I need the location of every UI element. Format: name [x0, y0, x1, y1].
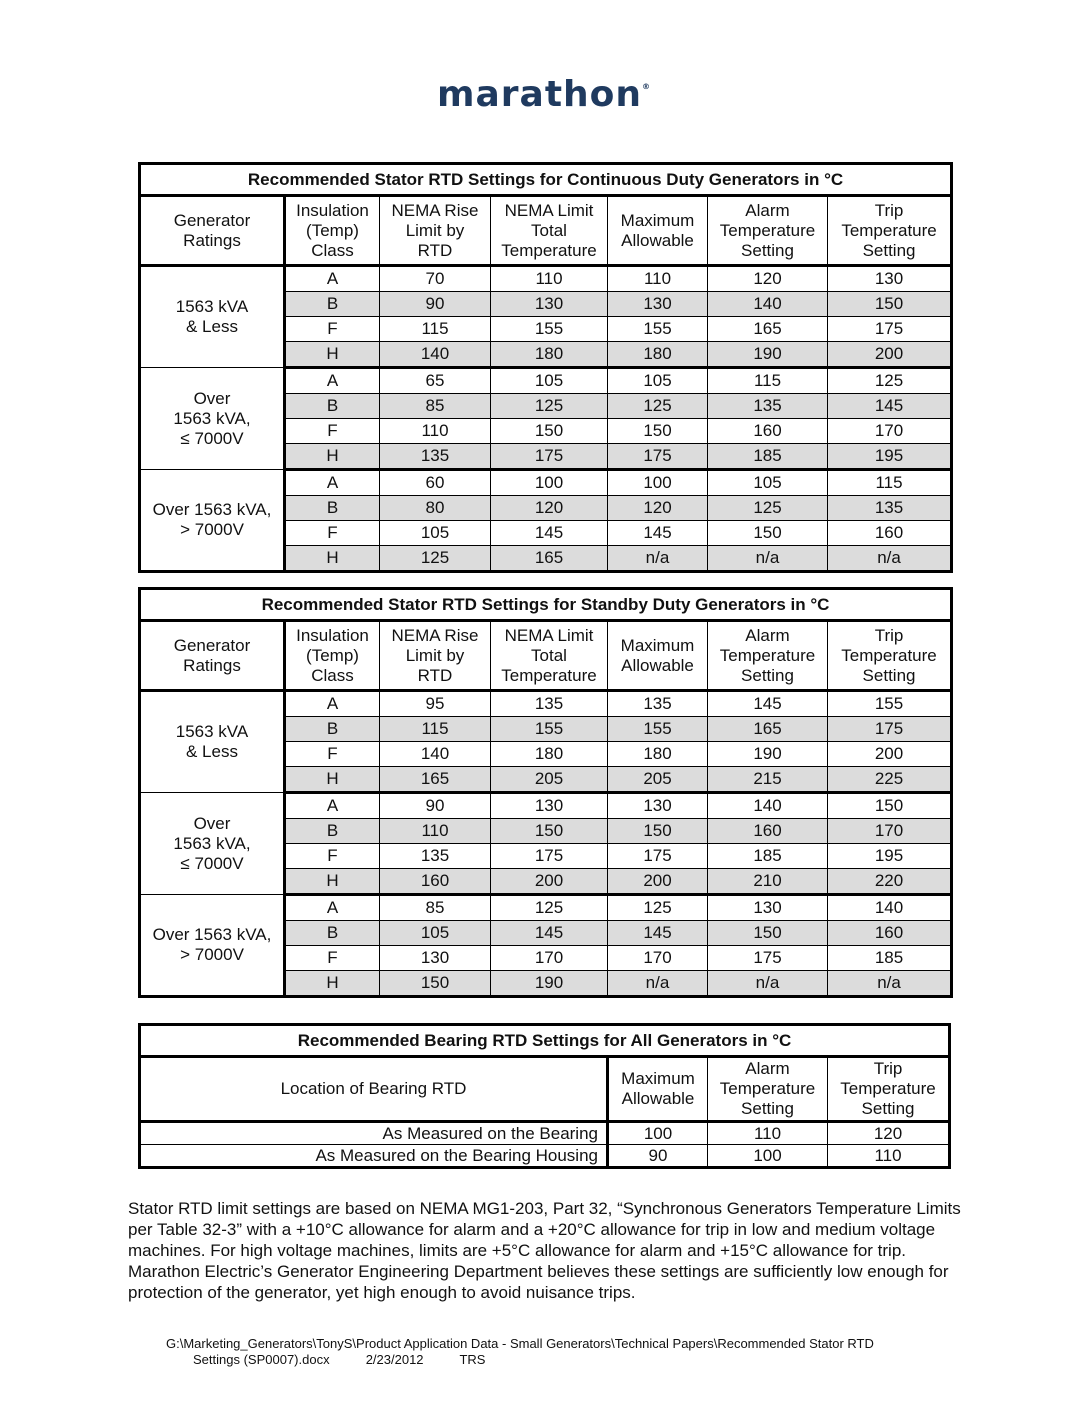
registered-mark: ® [642, 82, 652, 91]
nema-rise-cell: 165 [380, 767, 491, 793]
insulation-class-cell: H [285, 546, 380, 572]
nema-limit-cell: 145 [491, 521, 608, 546]
insulation-class-cell: F [285, 317, 380, 342]
trip-cell: 155 [828, 691, 952, 717]
insulation-class-cell: B [285, 394, 380, 419]
trip-cell: 145 [828, 394, 952, 419]
rating-group [140, 266, 952, 368]
nema-rise-cell: 90 [380, 292, 491, 317]
header-row [140, 196, 952, 266]
trip-cell: 170 [828, 419, 952, 444]
nema-limit-cell: 180 [491, 742, 608, 767]
nema-rise-cell: 115 [380, 717, 491, 742]
generator-rating-cell: Over 1563 kVA, > 7000V [140, 470, 285, 572]
maximum-allowable-header: Maximum Allowable [608, 196, 708, 266]
insulation-class-cell: A [285, 793, 380, 819]
generator-rating-cell: 1563 kVA & Less [140, 691, 285, 793]
nema-rise-cell: 140 [380, 342, 491, 368]
trip-cell: 170 [828, 819, 952, 844]
trip-cell: 160 [828, 921, 952, 946]
nema-limit-cell: 130 [491, 292, 608, 317]
generator-rating-cell: Over 1563 kVA, ≤ 7000V [140, 368, 285, 470]
location-cell: As Measured on the Bearing [140, 1122, 608, 1145]
trip-cell: 200 [828, 342, 952, 368]
maximum-allowable-cell: 125 [608, 895, 708, 921]
insulation-class-cell: F [285, 742, 380, 767]
insulation-class-cell: A [285, 266, 380, 292]
table-row [140, 895, 952, 921]
table-row [140, 368, 952, 394]
maximum-allowable-cell: 200 [608, 869, 708, 895]
table-row [140, 691, 952, 717]
alarm-cell: 140 [708, 292, 828, 317]
maximum-allowable-cell: 130 [608, 292, 708, 317]
insulation-class-cell: A [285, 691, 380, 717]
nema-rise-cell: 125 [380, 546, 491, 572]
alarm-cell: 125 [708, 496, 828, 521]
nema-rise-cell: 140 [380, 742, 491, 767]
maximum-allowable-cell: 105 [608, 368, 708, 394]
trip-cell: 130 [828, 266, 952, 292]
alarm-cell: 190 [708, 742, 828, 767]
header-row [140, 621, 952, 691]
nema-limit-cell: 130 [491, 793, 608, 819]
trip-cell: 160 [828, 521, 952, 546]
insulation-class-cell: F [285, 521, 380, 546]
nema-limit-cell: 180 [491, 342, 608, 368]
trip-cell: 120 [828, 1122, 950, 1145]
nema-rise-cell: 110 [380, 819, 491, 844]
table-row [140, 1122, 950, 1145]
nema-rise-cell: 90 [380, 793, 491, 819]
nema-limit-cell: 145 [491, 921, 608, 946]
table-row [140, 470, 952, 496]
generator-rating-cell: Over 1563 kVA, ≤ 7000V [140, 793, 285, 895]
insulation-class-header: Insulation (Temp) Class [285, 196, 380, 266]
nema-rise-cell: 160 [380, 869, 491, 895]
nema-rise-cell: 150 [380, 971, 491, 997]
nema-limit-cell: 200 [491, 869, 608, 895]
nema-limit-cell: 105 [491, 368, 608, 394]
nema-limit-cell: 175 [491, 444, 608, 470]
trip-header: Trip Temperature Setting [828, 196, 952, 266]
trip-cell: 195 [828, 844, 952, 869]
alarm-cell: 185 [708, 844, 828, 869]
alarm-cell: 160 [708, 819, 828, 844]
nema-limit-cell: 150 [491, 819, 608, 844]
table-row [140, 1145, 950, 1168]
nema-limit-header: NEMA Limit Total Temperature [491, 196, 608, 266]
nema-limit-cell: 155 [491, 317, 608, 342]
insulation-class-cell: H [285, 767, 380, 793]
trip-cell: 125 [828, 368, 952, 394]
nema-limit-cell: 170 [491, 946, 608, 971]
generator-ratings-header: Generator Ratings [140, 621, 285, 691]
alarm-cell: 150 [708, 921, 828, 946]
alarm-cell: 185 [708, 444, 828, 470]
alarm-cell: 160 [708, 419, 828, 444]
footer-date: 2/23/2012 [365, 1352, 424, 1367]
maximum-allowable-cell: 155 [608, 317, 708, 342]
marathon-logo [0, 74, 1088, 115]
nema-rise-header: NEMA Rise Limit by RTD [380, 621, 491, 691]
alarm-cell: 140 [708, 793, 828, 819]
alarm-cell: 215 [708, 767, 828, 793]
trip-cell: 135 [828, 496, 952, 521]
nema-limit-cell: 165 [491, 546, 608, 572]
maximum-allowable-cell: 175 [608, 444, 708, 470]
nema-rise-cell: 105 [380, 521, 491, 546]
table-title: Recommended Bearing RTD Settings for All Generators in °C [140, 1025, 950, 1057]
nema-limit-cell: 125 [491, 895, 608, 921]
nema-limit-header: NEMA Limit Total Temperature [491, 621, 608, 691]
footer [166, 1336, 874, 1368]
maximum-allowable-cell: 155 [608, 717, 708, 742]
maximum-allowable-cell: 180 [608, 342, 708, 368]
nema-limit-cell: 205 [491, 767, 608, 793]
footer-file: Settings (SP0007).docx [193, 1352, 330, 1367]
insulation-class-cell: B [285, 292, 380, 317]
header-row [140, 1057, 950, 1122]
alarm-cell: 150 [708, 521, 828, 546]
nema-limit-cell: 150 [491, 419, 608, 444]
insulation-class-cell: A [285, 368, 380, 394]
alarm-cell: 105 [708, 470, 828, 496]
maximum-allowable-cell: 175 [608, 844, 708, 869]
nema-rise-cell: 115 [380, 317, 491, 342]
insulation-class-cell: A [285, 895, 380, 921]
nema-rise-cell: 95 [380, 691, 491, 717]
maximum-allowable-cell: 145 [608, 521, 708, 546]
insulation-class-cell: A [285, 470, 380, 496]
bearing-rtd-table [138, 1023, 951, 1169]
location-cell: As Measured on the Bearing Housing [140, 1145, 608, 1168]
alarm-cell: 130 [708, 895, 828, 921]
nema-limit-cell: 175 [491, 844, 608, 869]
nema-rise-cell: 135 [380, 844, 491, 869]
nema-rise-cell: 80 [380, 496, 491, 521]
alarm-cell: 165 [708, 317, 828, 342]
nema-rise-cell: 105 [380, 921, 491, 946]
maximum-allowable-cell: 110 [608, 266, 708, 292]
alarm-cell: 210 [708, 869, 828, 895]
trip-header: Trip Temperature Setting [828, 1057, 950, 1122]
nema-rise-cell: 60 [380, 470, 491, 496]
trip-cell: 195 [828, 444, 952, 470]
trip-cell: n/a [828, 971, 952, 997]
insulation-class-cell: B [285, 717, 380, 742]
insulation-class-cell: F [285, 419, 380, 444]
trip-cell: 175 [828, 717, 952, 742]
nema-rise-cell: 85 [380, 394, 491, 419]
alarm-cell: n/a [708, 546, 828, 572]
maximum-allowable-cell: 150 [608, 419, 708, 444]
insulation-class-cell: H [285, 444, 380, 470]
nema-limit-cell: 125 [491, 394, 608, 419]
maximum-allowable-cell: 180 [608, 742, 708, 767]
insulation-class-cell: H [285, 342, 380, 368]
insulation-class-cell: F [285, 844, 380, 869]
alarm-cell: 115 [708, 368, 828, 394]
generator-rating-cell: Over 1563 kVA, > 7000V [140, 895, 285, 997]
nema-rise-cell: 65 [380, 368, 491, 394]
footer-file-line [166, 1352, 874, 1368]
table-row [140, 793, 952, 819]
insulation-class-cell: B [285, 819, 380, 844]
generator-ratings-header: Generator Ratings [140, 196, 285, 266]
notes-paragraph: Stator RTD limit settings are based on NEMA MG1-203, Part 32, “Synchronous Generators Temperature Limits per Table 32-3” with a +10°C allowance for alarm and a +20°C allowance for trip in low and medium voltage machines. For high voltage machines, limits are +5°C allowance for alarm and +15°C allowance for trip. Marathon Electric’s Generator Engineering Department believes these settings are sufficiently low enough for protection of the generator, yet high enough to avoid nuisance trips. [128, 1199, 961, 1302]
maximum-allowable-cell: 145 [608, 921, 708, 946]
nema-limit-cell: 110 [491, 266, 608, 292]
nema-limit-cell: 155 [491, 717, 608, 742]
trip-cell: 115 [828, 470, 952, 496]
rating-group [140, 691, 952, 793]
insulation-class-cell: H [285, 869, 380, 895]
standby-duty-table [138, 587, 953, 998]
alarm-cell: 120 [708, 266, 828, 292]
table-title: Recommended Stator RTD Settings for Standby Duty Generators in °C [140, 589, 952, 621]
maximum-allowable-cell: 120 [608, 496, 708, 521]
trip-header: Trip Temperature Setting [828, 621, 952, 691]
alarm-cell: 110 [708, 1122, 828, 1145]
alarm-header: Alarm Temperature Setting [708, 621, 828, 691]
maximum-allowable-cell: 135 [608, 691, 708, 717]
table-row [140, 266, 952, 292]
nema-limit-cell: 135 [491, 691, 608, 717]
logo-text: marathon [436, 74, 643, 115]
insulation-class-header: Insulation (Temp) Class [285, 621, 380, 691]
alarm-cell: 145 [708, 691, 828, 717]
alarm-cell: 100 [708, 1145, 828, 1168]
table-title: Recommended Stator RTD Settings for Continuous Duty Generators in °C [140, 164, 952, 196]
nema-rise-cell: 70 [380, 266, 491, 292]
footer-path: G:\Marketing_Generators\TonyS\Product Application Data - Small Generators\Technical Papers\Recommended Stator RTD [166, 1336, 874, 1351]
rating-group [140, 470, 952, 572]
insulation-class-cell: H [285, 971, 380, 997]
trip-cell: 225 [828, 767, 952, 793]
nema-limit-cell: 100 [491, 470, 608, 496]
maximum-allowable-cell: 130 [608, 793, 708, 819]
nema-rise-cell: 130 [380, 946, 491, 971]
trip-cell: 150 [828, 793, 952, 819]
nema-rise-cell: 85 [380, 895, 491, 921]
maximum-allowable-header: Maximum Allowable [608, 621, 708, 691]
alarm-header: Alarm Temperature Setting [708, 196, 828, 266]
maximum-allowable-cell: n/a [608, 546, 708, 572]
rating-group [140, 895, 952, 997]
nema-rise-cell: 135 [380, 444, 491, 470]
maximum-allowable-header: Maximum Allowable [608, 1057, 708, 1122]
nema-rise-header: NEMA Rise Limit by RTD [380, 196, 491, 266]
location-header: Location of Bearing RTD [140, 1057, 608, 1122]
maximum-allowable-cell: 170 [608, 946, 708, 971]
trip-cell: 110 [828, 1145, 950, 1168]
alarm-cell: 175 [708, 946, 828, 971]
trip-cell: 185 [828, 946, 952, 971]
maximum-allowable-cell: 150 [608, 819, 708, 844]
alarm-cell: 135 [708, 394, 828, 419]
trip-cell: 200 [828, 742, 952, 767]
maximum-allowable-cell: n/a [608, 971, 708, 997]
generator-rating-cell: 1563 kVA & Less [140, 266, 285, 368]
nema-limit-cell: 190 [491, 971, 608, 997]
trip-cell: 220 [828, 869, 952, 895]
maximum-allowable-cell: 100 [608, 1122, 708, 1145]
insulation-class-cell: B [285, 921, 380, 946]
maximum-allowable-cell: 125 [608, 394, 708, 419]
rating-group [140, 793, 952, 895]
footer-initials: TRS [459, 1352, 486, 1367]
insulation-class-cell: B [285, 496, 380, 521]
trip-cell: 150 [828, 292, 952, 317]
continuous-duty-table [138, 162, 953, 573]
insulation-class-cell: F [285, 946, 380, 971]
maximum-allowable-cell: 90 [608, 1145, 708, 1168]
nema-limit-cell: 120 [491, 496, 608, 521]
alarm-cell: 190 [708, 342, 828, 368]
rating-group [140, 368, 952, 470]
nema-rise-cell: 110 [380, 419, 491, 444]
alarm-cell: 165 [708, 717, 828, 742]
trip-cell: 140 [828, 895, 952, 921]
trip-cell: n/a [828, 546, 952, 572]
maximum-allowable-cell: 205 [608, 767, 708, 793]
maximum-allowable-cell: 100 [608, 470, 708, 496]
alarm-cell: n/a [708, 971, 828, 997]
trip-cell: 175 [828, 317, 952, 342]
alarm-header: Alarm Temperature Setting [708, 1057, 828, 1122]
